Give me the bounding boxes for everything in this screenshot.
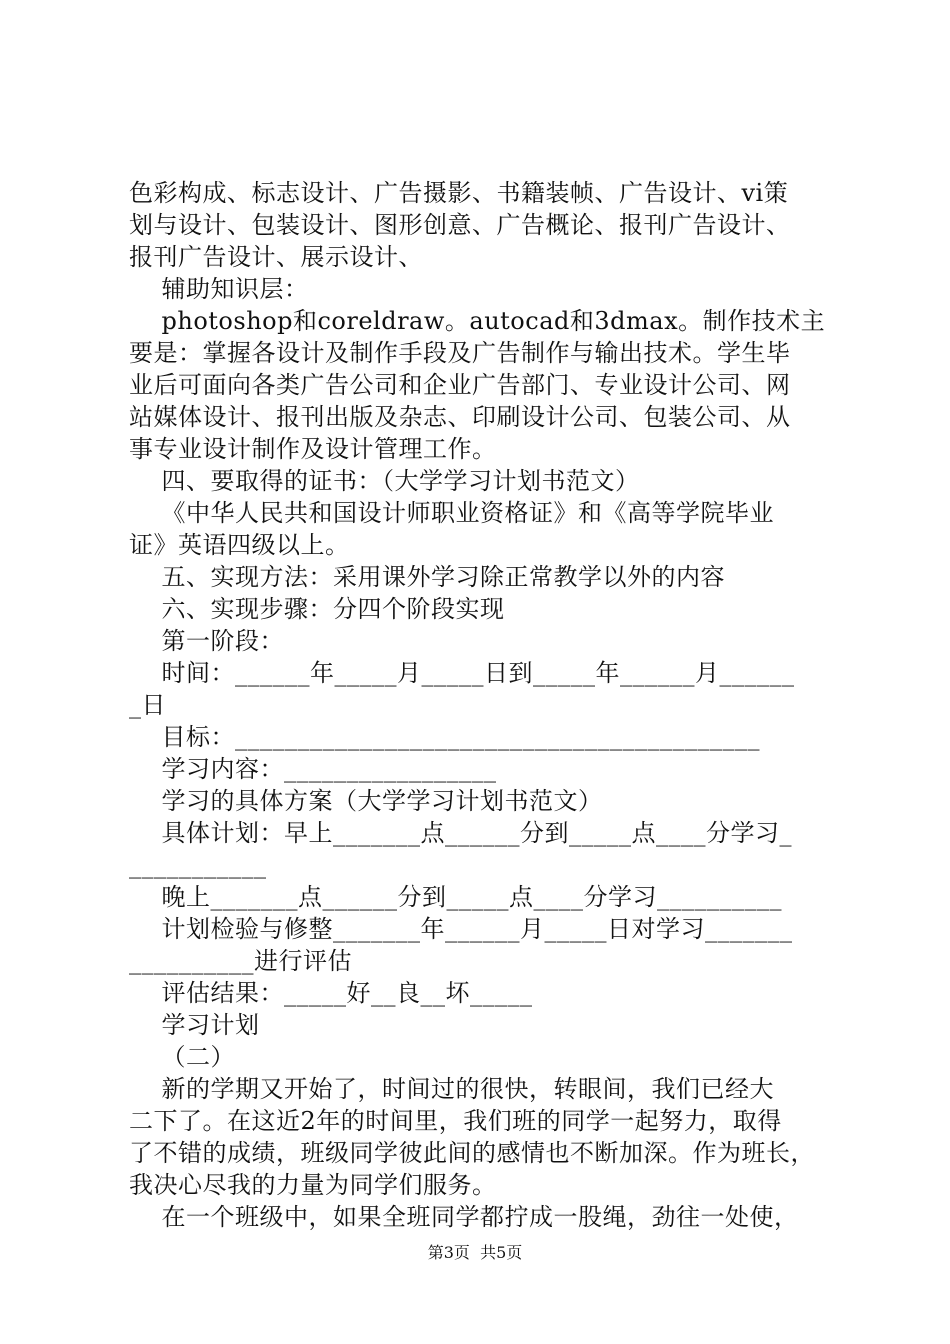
text-line: 了不错的成绩，班级同学彼此间的感情也不断加深。作为班长，: [129, 1139, 815, 1167]
text-line: 第一阶段：: [129, 627, 285, 655]
text-line: 学习计划: [129, 1011, 260, 1039]
text-line: 二下了。在这近2年的时间里，我们班的同学一起努力，取得: [129, 1107, 782, 1135]
text-line: 报刊广告设计、展示设计、: [129, 243, 423, 271]
text-line: 时间：______年_____月_____日到_____年______月______: [129, 659, 795, 687]
text-line: 站媒体设计、报刊出版及杂志、印刷设计公司、包装公司、从: [129, 403, 791, 431]
text-line: 评估结果：_____好__良__坏_____: [129, 979, 533, 1007]
text-line: 辅助知识层：: [129, 275, 309, 303]
text-line: 在一个班级中，如果全班同学都拧成一股绳，劲往一处使，: [129, 1203, 799, 1231]
text-line: （二）: [129, 1043, 236, 1071]
text-line: 五、实现方法：采用课外学习除正常教学以外的内容: [129, 563, 726, 591]
text-line: 计划检验与修整_______年______月_____日对学习_______: [129, 915, 793, 943]
text-line: photoshop和coreldraw。autocad和3dmax。制作技术主: [129, 307, 826, 335]
text-line: ___________: [129, 851, 267, 879]
page-number-footer: 第3页 共5页: [427, 1243, 523, 1262]
text-line: 学习内容：_________________: [129, 755, 497, 783]
text-line: 色彩构成、标志设计、广告摄影、书籍装帧、广告设计、vi策: [129, 179, 789, 207]
text-line: 四、要取得的证书：（大学学习计划书范文）: [129, 467, 640, 495]
text-line: 目标：__________________________________________: [129, 723, 761, 751]
text-line: 《中华人民共和国设计师职业资格证》和《高等学院毕业: [129, 499, 775, 527]
text-line: 学习的具体方案（大学学习计划书范文）: [129, 787, 603, 815]
text-line: 六、实现步骤：分四个阶段实现: [129, 595, 505, 623]
text-line: 要是：掌握各设计及制作手段及广告制作与输出技术。学生毕: [129, 339, 791, 367]
text-line: 具体计划：早上_______点______分到_____点____分学习_: [129, 819, 793, 847]
text-line: 我决心尽我的力量为同学们服务。: [129, 1171, 497, 1199]
text-line: 划与设计、包装设计、图形创意、广告概论、报刊广告设计、: [129, 211, 791, 239]
text-line: 新的学期又开始了，时间过的很快，转眼间，我们已经大: [129, 1075, 775, 1103]
text-line: __________进行评估: [129, 947, 352, 975]
text-line: _日: [129, 691, 166, 719]
text-line: 业后可面向各类广告公司和企业广告部门、专业设计公司、网: [129, 371, 791, 399]
text-line: 证》英语四级以上。: [129, 531, 350, 559]
text-line: 事专业设计制作及设计管理工作。: [129, 435, 497, 463]
text-line: 晚上_______点______分到_____点____分学习__________: [129, 883, 783, 911]
